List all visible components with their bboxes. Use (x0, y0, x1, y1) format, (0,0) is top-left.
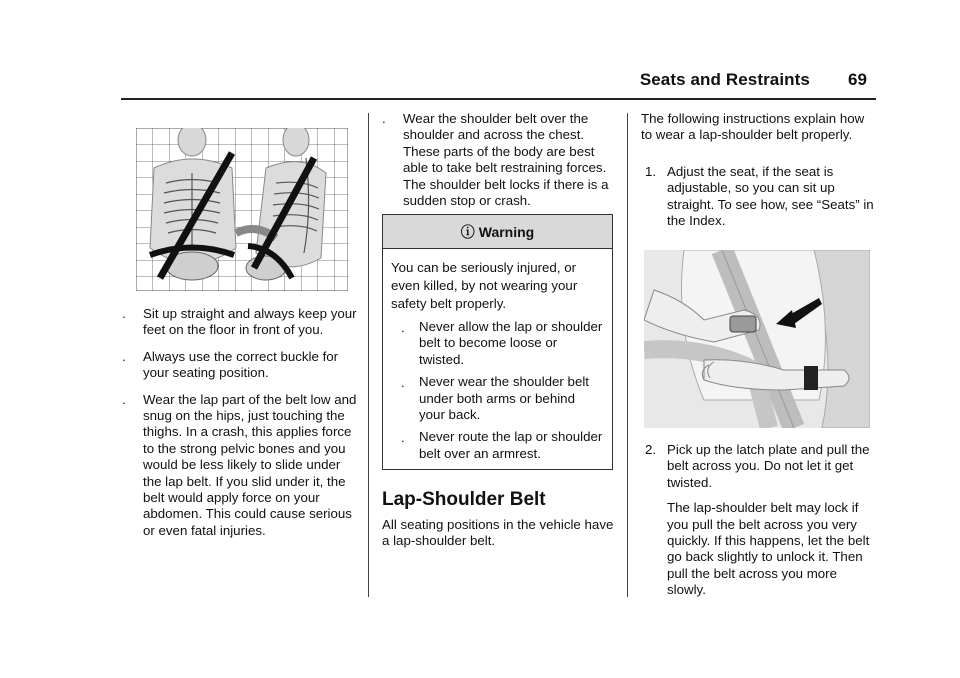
page-number: 69 (848, 70, 867, 89)
bullet-text: Never route the lap or shoulder belt over an armrest. (419, 429, 603, 461)
bullet-item (382, 111, 614, 209)
bullet-marker: . (122, 391, 126, 407)
bullet-text: Never allow the lap or shoulder belt to become loose or twisted. (419, 319, 603, 367)
column-1 (122, 306, 358, 549)
bullet-text: Never wear the shoulder belt under both arms or behind your back. (419, 374, 589, 423)
section-header-title: Seats and Restraints (639, 70, 810, 89)
warning-icon: ⓘ (460, 223, 475, 240)
step-number: 2. (645, 442, 657, 457)
column-3-intro: The following instructions explain how to wear a lap-shoulder belt properly. (641, 111, 865, 143)
step-item (645, 164, 877, 230)
bullet-text: Wear the lap part of the belt low and snug on the hips, just touching the thighs. In a crash, this applies force to the strong pelvic bones and you would be less likely to slide under the lap belt. If you slid under it, the belt would apply force on your abdomen. This could cause serious or even fatal injuries. (143, 391, 357, 538)
step-text: Pick up the latch plate and pull the belt across you. Do not let it get twisted. (667, 442, 870, 490)
warning-header (383, 215, 612, 249)
bullet-item (122, 392, 358, 540)
header-rule (121, 98, 876, 100)
warning-bullet-item (391, 374, 604, 423)
step-2 (645, 442, 877, 599)
belt-buckling-illustration (644, 250, 870, 428)
section-title: Lap-Shoulder Belt (382, 489, 546, 510)
bullet-marker: . (122, 306, 126, 321)
bullet-text: Sit up straight and always keep your feet on the floor in front of you. (143, 306, 357, 338)
warning-body (383, 249, 612, 462)
column-divider-right (627, 113, 628, 597)
warning-box (382, 214, 613, 470)
warning-bullet-item (391, 429, 604, 462)
bullet-item (122, 306, 358, 339)
bullet-marker: . (401, 320, 405, 335)
bullet-marker: . (401, 430, 405, 446)
bullet-marker: . (122, 348, 126, 364)
bullet-item (122, 349, 358, 382)
bullet-marker: . (382, 111, 386, 126)
step-text: Adjust the seat, if the seat is adjustable, so you can sit up straight. To see how, see “Seats” in the Index. (667, 164, 874, 229)
step-number: 1. (645, 164, 657, 179)
skeleton-belt-illustration (136, 128, 348, 291)
step-detail: The lap-shoulder belt may lock if you pull the belt across you very quickly. If this happens, let the belt go back slightly to unlock it. Then pull the belt across you more slowly. (667, 500, 870, 598)
bullet-text: Always use the correct buckle for your seating position. (143, 348, 339, 381)
column-2-intro (382, 111, 614, 219)
step-item (645, 442, 877, 491)
step-1 (645, 164, 877, 230)
column-divider-left (368, 113, 369, 597)
bullet-marker: . (401, 375, 405, 391)
bullet-text: Wear the shoulder belt over the shoulder and across the chest. These parts of the body are best able to take belt restraining forces. The shoulder belt locks if there is a sudden stop or crash. (403, 111, 609, 209)
warning-intro: You can be seriously injured, or even killed, by not wearing your safety belt properly. (391, 260, 578, 311)
warning-title: Warning (478, 223, 535, 240)
warning-bullet-item (391, 319, 604, 368)
section-text: All seating positions in the vehicle have a lap-shoulder belt. (382, 517, 614, 549)
